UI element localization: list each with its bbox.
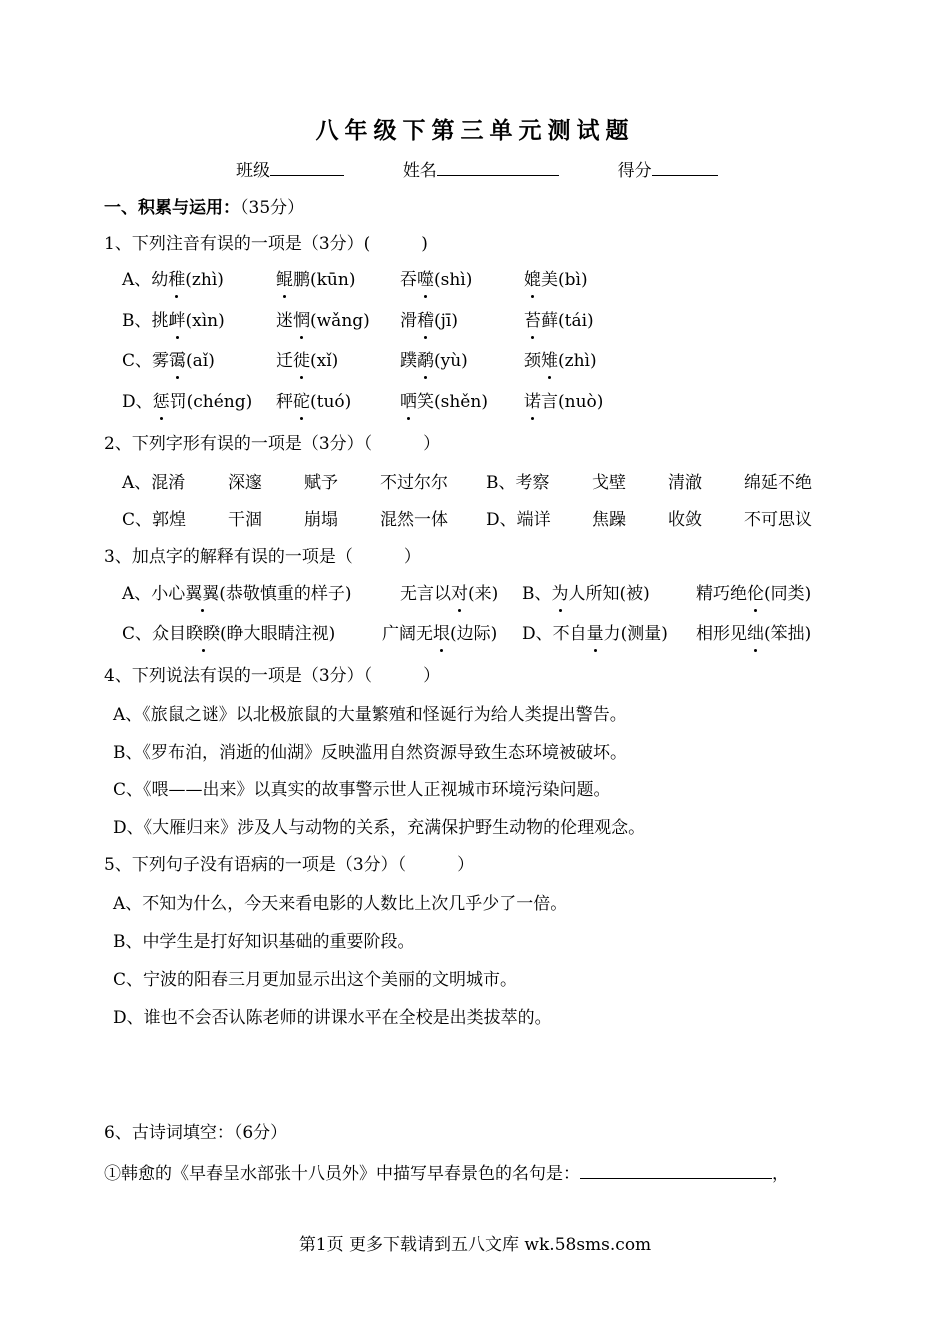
dotted-character: 噬 bbox=[417, 270, 434, 290]
pinyin-item bbox=[122, 309, 225, 333]
pinyin-item bbox=[276, 268, 355, 292]
pinyin-item bbox=[276, 309, 370, 333]
question-5-option-d: D、谁也不会否认陈老师的讲课水平在全校是出类拔萃的。 bbox=[113, 1008, 552, 1028]
question-4-option-c: C、《喂——出来》以真实的故事警示世人正视城市环境污染问题。 bbox=[113, 780, 611, 800]
question-6-item-1-end: ， bbox=[772, 1164, 789, 1184]
dotted-character: 稚 bbox=[168, 270, 186, 290]
word-item: C、郭煌 bbox=[122, 510, 187, 530]
dotted-character: 为 bbox=[551, 584, 569, 604]
dotted-character: 惩 bbox=[152, 392, 170, 412]
option-text: (jī) bbox=[434, 311, 458, 331]
definition-item bbox=[522, 622, 668, 646]
option-text: 滑 bbox=[400, 311, 417, 331]
word-item: 深邃 bbox=[228, 473, 262, 493]
question-4-option-b: B、《罗布泊，消逝的仙湖》反映滥用自然资源导致生态环境被破坏。 bbox=[113, 743, 627, 763]
option-text: D、不自 bbox=[522, 624, 587, 644]
pinyin-item bbox=[122, 390, 252, 414]
section-heading bbox=[104, 196, 304, 220]
class-blank[interactable] bbox=[270, 158, 344, 176]
dotted-character: 鲲 bbox=[276, 270, 293, 290]
question-5-stem: 5、下列句子没有语病的一项是（3分）（ ） bbox=[104, 855, 475, 875]
definition-item bbox=[522, 582, 650, 606]
option-text: (tuó) bbox=[310, 392, 352, 412]
dotted-character: 砣 bbox=[293, 392, 310, 412]
word-item: 收敛 bbox=[668, 510, 702, 530]
option-text: (睁大眼睛注视) bbox=[220, 624, 336, 644]
question-1-stem: 1、下列注音有误的一项是（3分）( ) bbox=[104, 234, 428, 254]
option-text: A、小心 bbox=[122, 584, 186, 604]
dotted-character: 徙 bbox=[293, 351, 310, 371]
option-text: A、幼 bbox=[122, 270, 169, 290]
option-text: 力(测量) bbox=[603, 624, 668, 644]
pinyin-item bbox=[524, 268, 588, 292]
dotted-character: 量 bbox=[586, 624, 604, 644]
option-text: (aǐ) bbox=[186, 351, 215, 371]
option-text: (zhì) bbox=[558, 351, 597, 371]
section-title: 一、积累与运用： bbox=[104, 198, 240, 218]
question-3-stem: 3、加点字的解释有误的一项是（ ） bbox=[104, 547, 421, 567]
question-5-option-b: B、中学生是打好知识基础的重要阶段。 bbox=[113, 932, 415, 952]
word-item: 不可思议 bbox=[744, 510, 812, 530]
option-text: (zhì) bbox=[185, 270, 224, 290]
question-4-option-d: D、《大雁归来》涉及人与动物的关系，充满保护野生动物的伦理观念。 bbox=[113, 818, 646, 838]
dotted-character: 诺 bbox=[524, 392, 541, 412]
option-text: 相形见 bbox=[696, 624, 747, 644]
option-text: 言(nuò) bbox=[541, 392, 604, 412]
question-6-item-1 bbox=[104, 1160, 789, 1186]
pinyin-item bbox=[400, 268, 472, 292]
pinyin-item bbox=[524, 309, 594, 333]
option-text: C、雾 bbox=[122, 351, 170, 371]
word-item: A、混淆 bbox=[122, 473, 186, 493]
poem-answer-blank[interactable] bbox=[580, 1160, 772, 1179]
word-item: 不过尔尔 bbox=[380, 473, 448, 493]
pinyin-item bbox=[400, 309, 458, 333]
question-2-stem: 2、下列字形有误的一项是（3分）（ ） bbox=[104, 434, 441, 454]
word-item: 焦躁 bbox=[592, 510, 626, 530]
name-label: 姓名 bbox=[402, 161, 437, 181]
word-item: 赋予 bbox=[304, 473, 338, 493]
definition-item bbox=[122, 582, 352, 606]
word-item: B、考察 bbox=[486, 473, 550, 493]
option-text: B、 bbox=[522, 584, 552, 604]
option-text: 吞 bbox=[400, 270, 417, 290]
dotted-character: 霭 bbox=[169, 351, 187, 371]
option-text: (shì) bbox=[434, 270, 473, 290]
option-text: (恭敬慎重的样子) bbox=[219, 584, 352, 604]
word-item: 清澈 bbox=[668, 473, 702, 493]
dotted-character: 衅 bbox=[168, 311, 186, 331]
pinyin-item bbox=[400, 349, 468, 373]
option-text: (来) bbox=[468, 584, 499, 604]
dotted-character: 绌 bbox=[747, 624, 764, 644]
option-text: 精巧绝 bbox=[696, 584, 747, 604]
definition-item bbox=[400, 582, 498, 606]
option-text: (边际) bbox=[450, 624, 498, 644]
word-item: D、端详 bbox=[486, 510, 551, 530]
option-text: 鹏(kūn) bbox=[293, 270, 356, 290]
section-score: （35分） bbox=[240, 198, 305, 218]
student-info-row bbox=[236, 156, 718, 181]
option-text: (wǎng) bbox=[310, 311, 370, 331]
dotted-character: 苔 bbox=[524, 311, 541, 331]
option-text: 人所知(被) bbox=[568, 584, 650, 604]
dotted-character: 惘 bbox=[293, 311, 310, 331]
score-blank[interactable] bbox=[652, 158, 718, 176]
dotted-character: 伦 bbox=[747, 584, 764, 604]
question-5-option-c: C、宁波的阳春三月更加显示出这个美丽的文明城市。 bbox=[113, 970, 518, 990]
option-text: (xìn) bbox=[185, 311, 225, 331]
name-blank[interactable] bbox=[437, 158, 559, 176]
pinyin-item bbox=[276, 390, 351, 414]
dotted-character: 哂 bbox=[400, 392, 417, 412]
dotted-character: 媲 bbox=[524, 270, 541, 290]
question-6-stem: 6、古诗词填空：（6分） bbox=[104, 1123, 288, 1143]
option-text: C、众目 bbox=[122, 624, 187, 644]
dotted-character: 雉 bbox=[541, 351, 558, 371]
word-item: 崩塌 bbox=[304, 510, 338, 530]
definition-item bbox=[696, 582, 811, 606]
dotted-character: 对 bbox=[451, 584, 468, 604]
word-item: 混然一体 bbox=[380, 510, 448, 530]
dotted-character: 稽 bbox=[417, 311, 434, 331]
pinyin-item bbox=[122, 268, 224, 292]
option-text: D、 bbox=[122, 392, 153, 412]
option-text: 迁 bbox=[276, 351, 293, 371]
word-item: 绵延不绝 bbox=[744, 473, 812, 493]
page-title: 八年级下第三单元测试题 bbox=[315, 117, 635, 144]
definition-item bbox=[122, 622, 335, 646]
score-label: 得分 bbox=[617, 161, 652, 181]
option-text: B、挑 bbox=[122, 311, 169, 331]
question-4-option-a: A、《旅鼠之谜》以北极旅鼠的大量繁殖和怪诞行为给人类提出警告。 bbox=[113, 705, 627, 725]
option-text: 广阔无 bbox=[382, 624, 433, 644]
dotted-character: 鹬 bbox=[417, 351, 434, 371]
dotted-character: 睽睽 bbox=[186, 624, 221, 644]
option-text: 迷 bbox=[276, 311, 293, 331]
word-item: 干涸 bbox=[228, 510, 262, 530]
option-text: (笨拙) bbox=[764, 624, 812, 644]
question-4-stem: 4、下列说法有误的一项是（3分）（ ） bbox=[104, 666, 441, 686]
pinyin-item bbox=[122, 349, 215, 373]
option-text: 藓(tái) bbox=[541, 311, 594, 331]
option-text: 美(bì) bbox=[541, 270, 588, 290]
option-text: 无言以 bbox=[400, 584, 451, 604]
definition-item bbox=[382, 622, 497, 646]
option-text: (yù) bbox=[434, 351, 468, 371]
option-text: 罚(chéng) bbox=[169, 392, 253, 412]
page-footer: 第1页 更多下载请到五八文库 wk.58sms.com bbox=[298, 1235, 652, 1255]
class-label: 班级 bbox=[236, 161, 270, 181]
pinyin-item bbox=[524, 390, 603, 414]
pinyin-item bbox=[276, 349, 338, 373]
pinyin-item bbox=[400, 390, 488, 414]
question-6-item-1-text: ①韩愈的《早春呈水部张十八员外》中描写早春景色的名句是： bbox=[104, 1164, 580, 1184]
option-text: 颈 bbox=[524, 351, 541, 371]
option-text: 蹼 bbox=[400, 351, 417, 371]
definition-item bbox=[696, 622, 811, 646]
option-text: 秤 bbox=[276, 392, 293, 412]
dotted-character: 翼翼 bbox=[185, 584, 220, 604]
option-text: (xǐ) bbox=[310, 351, 339, 371]
option-text: 笑(shěn) bbox=[417, 392, 488, 412]
pinyin-item bbox=[524, 349, 597, 373]
dotted-character: 垠 bbox=[433, 624, 450, 644]
word-item: 戈壁 bbox=[592, 473, 626, 493]
option-text: (同类) bbox=[764, 584, 812, 604]
question-5-option-a: A、不知为什么，今天来看电影的人数比上次几乎少了一倍。 bbox=[113, 894, 568, 914]
